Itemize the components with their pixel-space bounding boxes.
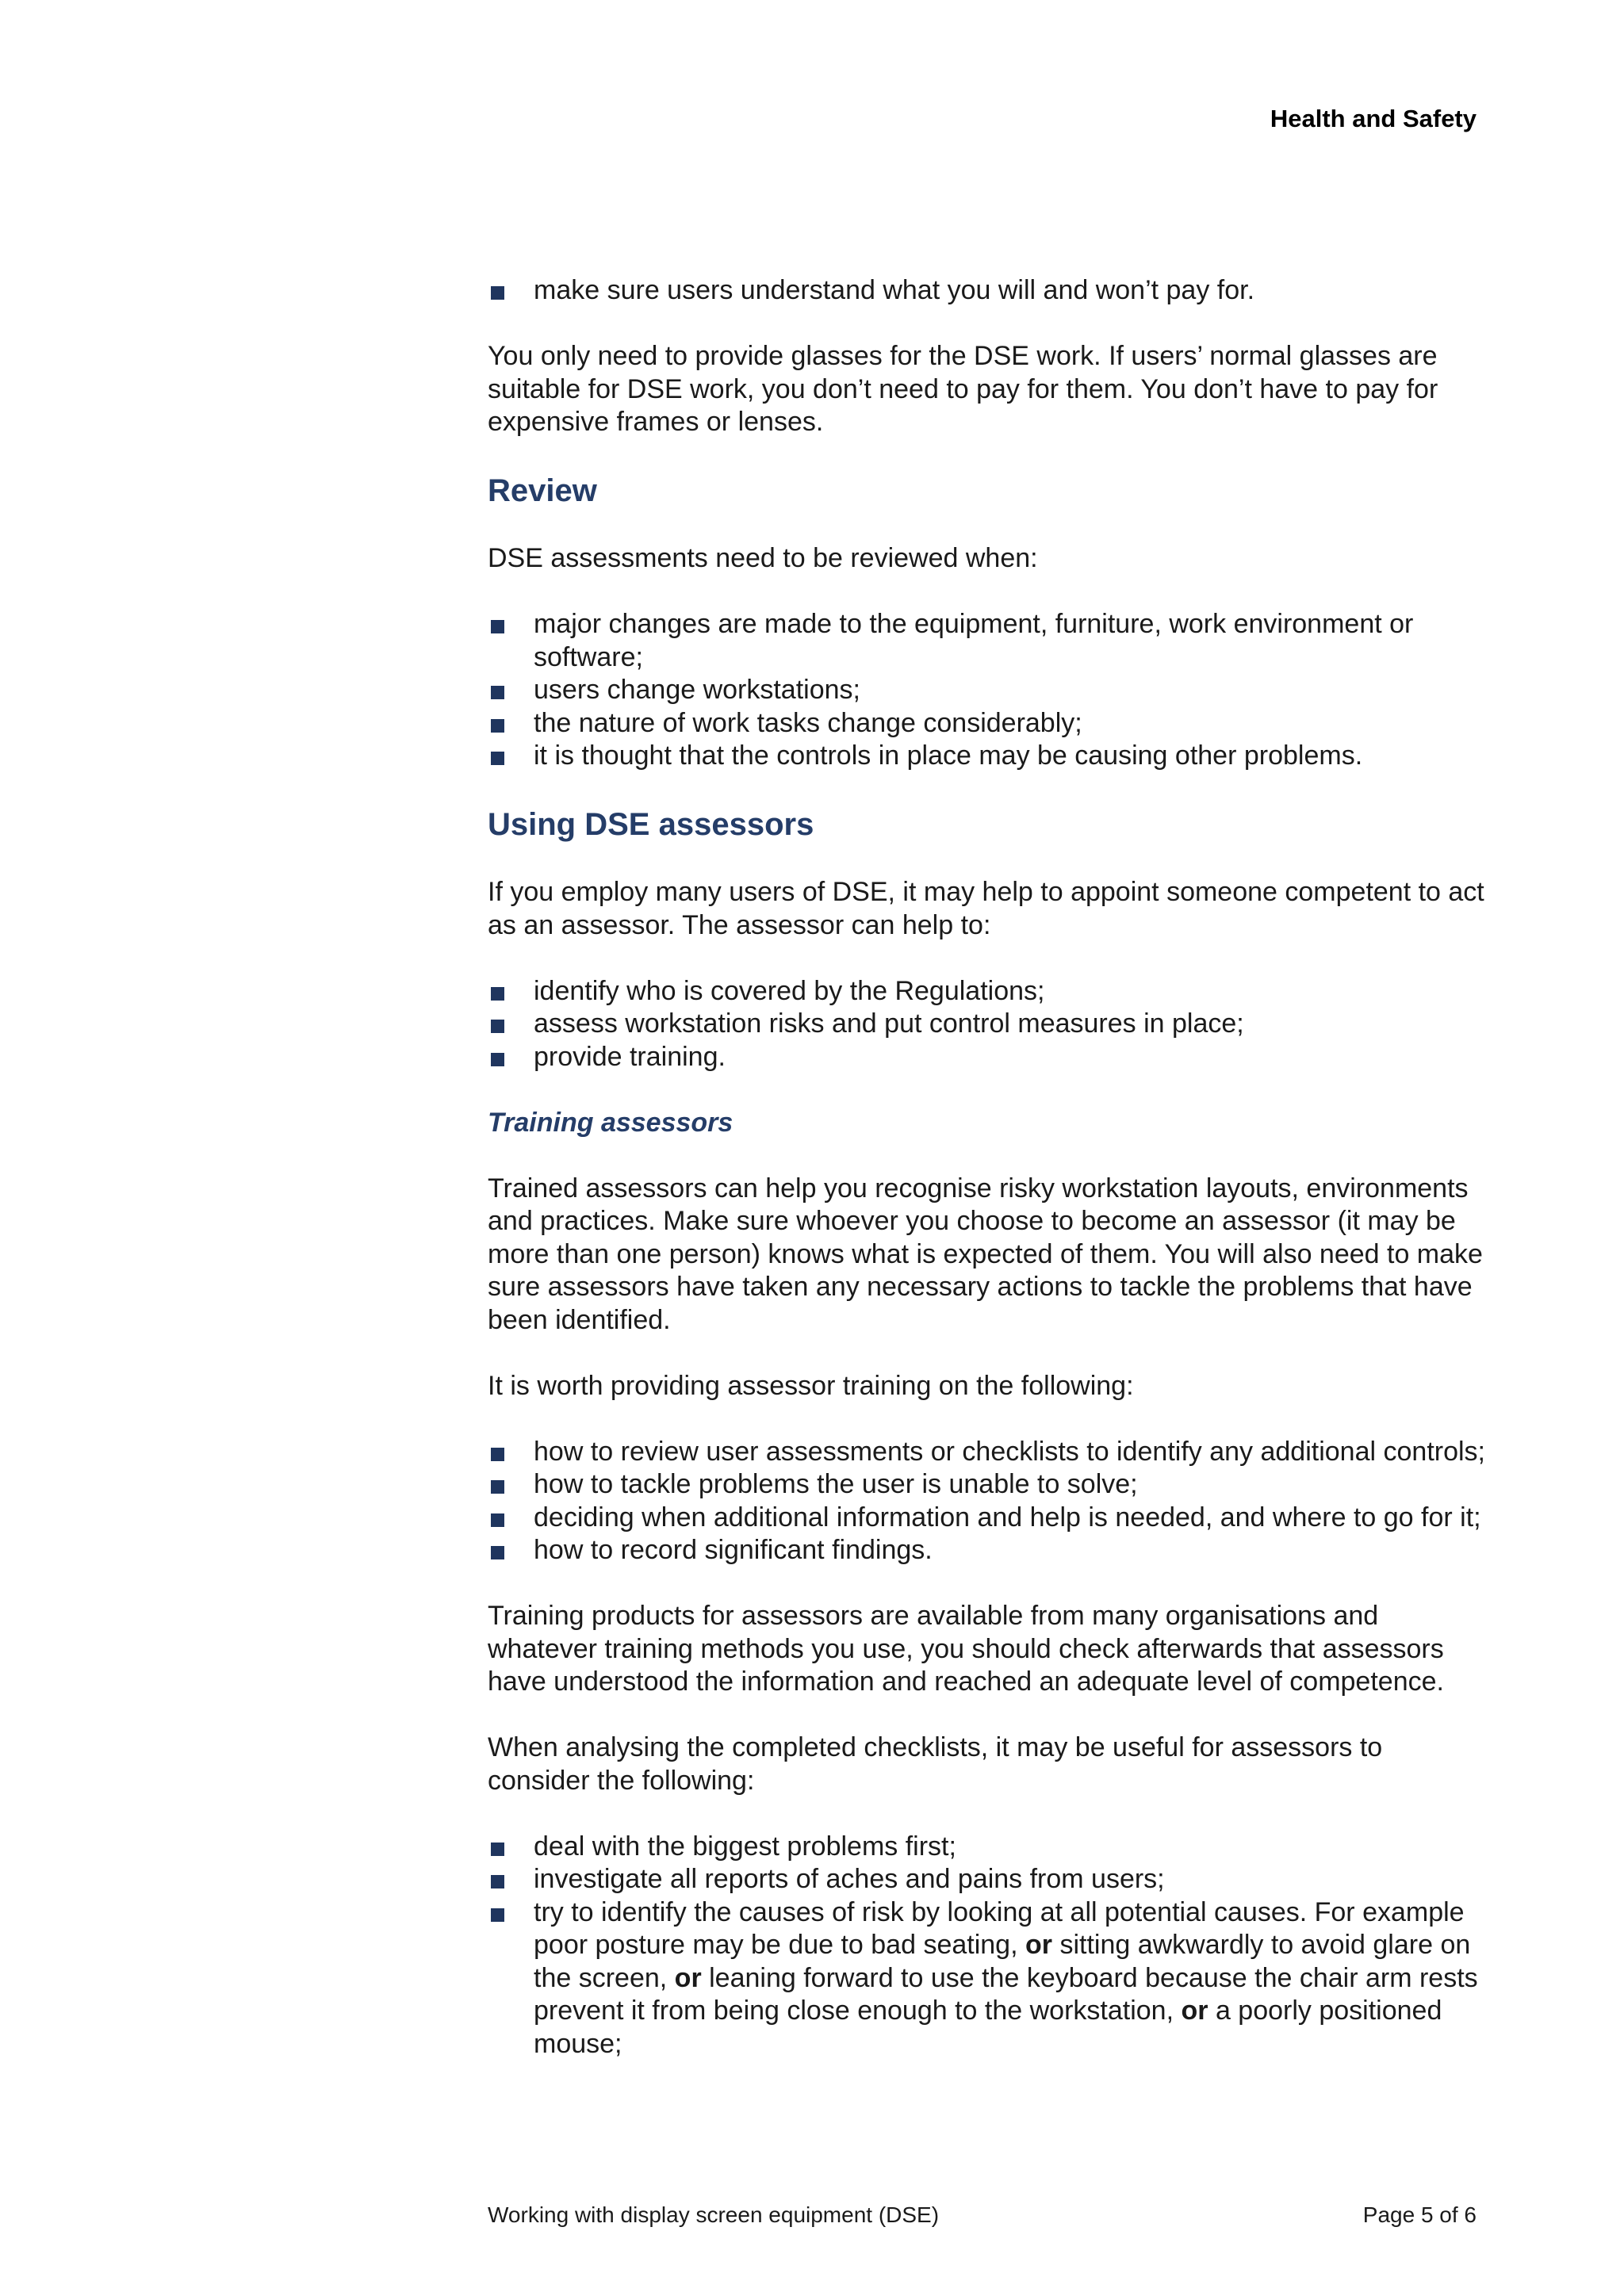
- list-item: deciding when additional information and help is needed, and where to go for it;: [488, 1502, 1487, 1535]
- square-bullet-icon: [491, 620, 504, 633]
- section-heading-review: Review: [488, 473, 597, 508]
- list-item: deal with the biggest problems first;: [488, 1831, 1487, 1864]
- list-item: investigate all reports of aches and pains from users;: [488, 1863, 1487, 1896]
- intro-paragraph: You only need to provide glasses for the DSE work. If users’ normal glasses are suitable for DSE work, you don’t need to pay for them. You don’t have to pay for expensive frames or lenses.: [488, 341, 1438, 437]
- square-bullet-icon: [491, 719, 504, 733]
- square-bullet-icon: [491, 1448, 504, 1461]
- square-bullet-icon: [491, 286, 504, 300]
- running-header: Health and Safety: [1270, 105, 1477, 132]
- assessors-list: [488, 975, 1487, 1074]
- review-list: [488, 608, 1487, 773]
- checklist-analysis-list: [488, 1831, 1487, 2061]
- list-item: users change workstations;: [488, 674, 1487, 707]
- page-content: [488, 274, 1487, 2094]
- list-item: assess workstation risks and put control measures in place;: [488, 1008, 1487, 1041]
- square-bullet-icon: [491, 1875, 504, 1888]
- list-item: make sure users understand what you will and won’t pay for.: [488, 274, 1487, 308]
- list-item: major changes are made to the equipment, furniture, work environment or software;: [488, 608, 1487, 674]
- square-bullet-icon: [491, 1843, 504, 1856]
- list-item: try to identify the causes of risk by looking at all potential causes. For example poor posture may be due to bad seating, or sitting awkwardly to avoid glare on the screen, or leaning forward to use the keyboard because the chair arm rests prevent it from being close enough to the workstation, or a poorly positioned mouse;: [488, 1896, 1487, 2061]
- training-paragraph-1: Trained assessors can help you recognise risky workstation layouts, environments and practices. Make sure whoever you choose to become an assessor (it may be more than one person) knows what is expected of them. You will also need to make sure assessors have taken any necessary actions to tackle the problems that have been identified.: [488, 1173, 1483, 1335]
- training-paragraph-2: It is worth providing assessor training on the following:: [488, 1370, 1134, 1401]
- list-item: the nature of work tasks change considerably;: [488, 707, 1487, 740]
- square-bullet-icon: [491, 1020, 504, 1033]
- square-bullet-icon: [491, 1480, 504, 1494]
- section-heading-assessors: Using DSE assessors: [488, 807, 814, 842]
- square-bullet-icon: [491, 686, 504, 699]
- square-bullet-icon: [491, 1053, 504, 1066]
- square-bullet-icon: [491, 1908, 504, 1922]
- training-topics-list: [488, 1436, 1487, 1567]
- footer-page-number: Page 5 of 6: [1362, 2202, 1477, 2227]
- square-bullet-icon: [491, 987, 504, 1001]
- list-item: how to review user assessments or checklists to identify any additional controls;: [488, 1436, 1487, 1469]
- list-item: how to record significant findings.: [488, 1534, 1487, 1567]
- list-item: identify who is covered by the Regulations;: [488, 975, 1487, 1008]
- intro-list: [488, 274, 1487, 308]
- training-paragraph-3: Training products for assessors are available from many organisations and whatever training methods you use, you should check afterwards that assessors have understood the information and reached an adequate level of competence.: [488, 1601, 1444, 1697]
- square-bullet-icon: [491, 1513, 504, 1527]
- subheading-training-assessors: Training assessors: [488, 1107, 733, 1138]
- list-item: how to tackle problems the user is unable to solve;: [488, 1468, 1487, 1502]
- footer-document-title: Working with display screen equipment (DSE): [488, 2202, 940, 2227]
- list-item: provide training.: [488, 1041, 1487, 1074]
- square-bullet-icon: [491, 1546, 504, 1559]
- list-item: it is thought that the controls in place may be causing other problems.: [488, 740, 1487, 773]
- square-bullet-icon: [491, 752, 504, 765]
- assessors-lead: If you employ many users of DSE, it may help to appoint someone competent to act as an assessor. The assessor can help to:: [488, 877, 1484, 940]
- review-lead: DSE assessments need to be reviewed when:: [488, 543, 1038, 573]
- training-paragraph-4: When analysing the completed checklists, it may be useful for assessors to consider the following:: [488, 1732, 1383, 1796]
